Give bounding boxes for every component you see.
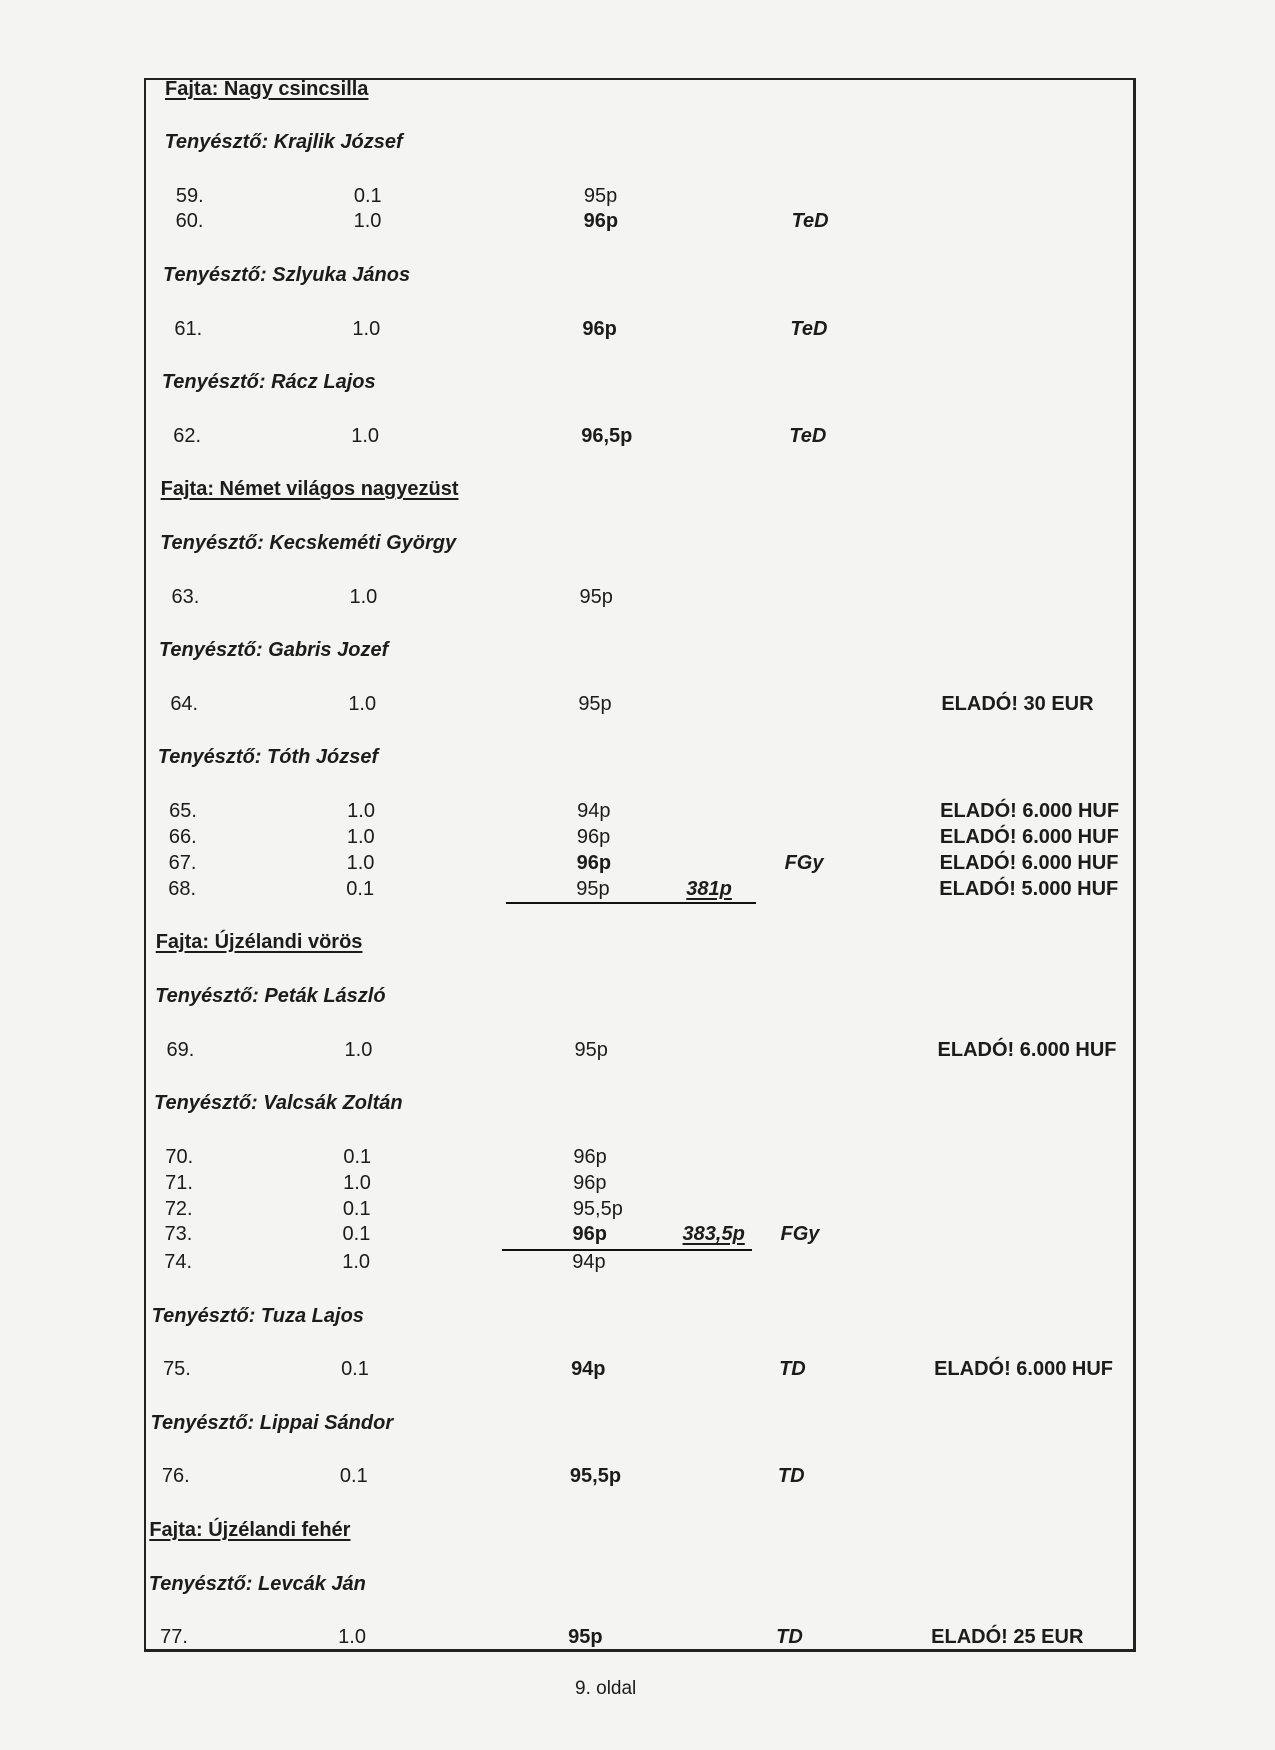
entry-number: 66. [168,826,197,848]
entry-score: 95p [574,1039,608,1061]
entry-score: 96,5p [581,425,633,447]
entry-award: TD [779,1358,806,1380]
entry-sex: 0.1 [341,1358,369,1380]
entry-award: TeD [791,210,829,232]
entry-number: 61. [174,318,203,340]
entry-score: 96p [573,1146,607,1168]
entry-score: 96p [572,1223,607,1245]
breeder-name: Tenyésztő: Kecskeméti György [160,532,457,554]
entry-sale: ELADÓ! 6.000 HUF [939,852,1119,874]
entry-score: 95p [583,185,618,207]
entry-number: 76. [161,1465,190,1487]
entry-number: 69. [166,1039,195,1061]
group-total: 383,5p [682,1223,745,1245]
entry-sex: 1.0 [352,318,381,340]
total-rule [502,1249,752,1251]
entry-sale: ELADÓ! 30 EUR [941,693,1094,715]
entry-number: 59. [175,185,204,207]
entry-number: 67. [168,852,197,874]
entry-number: 63. [171,586,200,608]
entry-sale: ELADÓ! 5.000 HUF [939,878,1119,900]
entry-score: 95p [568,1626,603,1648]
entry-sex: 0.1 [342,1198,371,1220]
entry-number: 71. [165,1172,193,1194]
entry-sex: 1.0 [347,800,375,822]
entry-sex: 1.0 [344,1039,373,1061]
entry-score: 94p [571,1358,606,1380]
entry-score: 96p [576,852,612,874]
entry-award: TeD [789,425,827,447]
entry-number: 70. [165,1146,194,1168]
entry-number: 73. [164,1223,193,1245]
section-title: Fajta: Német világos nagyezüst [160,478,459,500]
entry-score: 95p [579,586,613,608]
breeder-name: Tenyésztő: Krajlik József [164,131,403,153]
entry-sex: 1.0 [342,1251,371,1273]
entry-award: FGy [784,852,824,874]
entry-sex: 1.0 [353,210,382,232]
entry-number: 64. [170,693,199,715]
breeder-name: Tenyésztő: Rácz Lajos [161,371,376,393]
entry-award: FGy [780,1223,820,1245]
entry-score: 96p [582,318,617,340]
breeder-name: Tenyésztő: Peták László [155,985,386,1007]
entry-sex: 0.1 [342,1223,371,1245]
entry-number: 65. [169,800,197,822]
entry-award: TeD [790,318,828,340]
entry-score: 94p [577,800,611,822]
entry-number: 77. [160,1626,188,1648]
entry-sex: 0.1 [343,1146,372,1168]
breeder-name: Tenyésztő: Levcák Ján [148,1573,366,1595]
entry-sale: ELADÓ! 6.000 HUF [934,1358,1113,1380]
entry-score: 95p [576,878,610,900]
entry-number: 62. [173,425,202,447]
breeder-name: Tenyésztő: Gabris Jozef [158,639,389,661]
entry-sex: 0.1 [353,185,382,207]
entry-sex: 1.0 [343,1172,371,1194]
entry-sex: 1.0 [346,826,375,848]
entry-number: 72. [164,1198,193,1220]
entry-score: 96p [583,210,619,232]
section-title: Fajta: Újzélandi fehér [149,1519,351,1541]
entry-sale: ELADÓ! 6.000 HUF [940,800,1120,822]
entry-score: 95p [578,693,612,715]
entry-sex: 0.1 [339,1465,368,1487]
entry-sale: ELADÓ! 6.000 HUF [937,1039,1117,1061]
page-number: 9. oldal [575,1678,637,1699]
entry-number: 75. [163,1358,191,1380]
entry-score: 96p [573,1172,607,1194]
total-rule [506,902,756,904]
entry-number: 60. [175,210,204,232]
entry-sex: 1.0 [338,1626,366,1648]
entry-number: 74. [164,1251,193,1273]
breeder-name: Tenyésztő: Szlyuka János [162,264,411,286]
entry-sex: 1.0 [351,425,380,447]
section-title: Fajta: Újzélandi vörös [155,931,363,953]
section-title: Fajta: Nagy csincsilla [165,78,369,100]
entry-award: TD [777,1465,805,1487]
entry-sex: 1.0 [349,586,378,608]
entry-sex: 1.0 [346,852,375,874]
entry-award: TD [776,1626,803,1648]
group-total: 381p [686,878,732,900]
entry-score: 96p [576,826,611,848]
breeder-name: Tenyésztő: Lippai Sándor [150,1412,394,1434]
breeder-name: Tenyésztő: Valcsák Zoltán [153,1092,403,1114]
entry-score: 94p [572,1251,606,1273]
entry-sex: 1.0 [348,693,377,715]
breeder-name: Tenyésztő: Tuza Lajos [151,1305,364,1327]
entry-score: 95,5p [569,1465,622,1487]
entry-sex: 0.1 [346,878,375,900]
breeder-name: Tenyésztő: Tóth József [157,746,379,768]
entry-number: 68. [168,878,197,900]
entry-sale: ELADÓ! 25 EUR [931,1626,1084,1648]
entry-sale: ELADÓ! 6.000 HUF [939,826,1119,848]
entry-score: 95,5p [572,1198,623,1220]
